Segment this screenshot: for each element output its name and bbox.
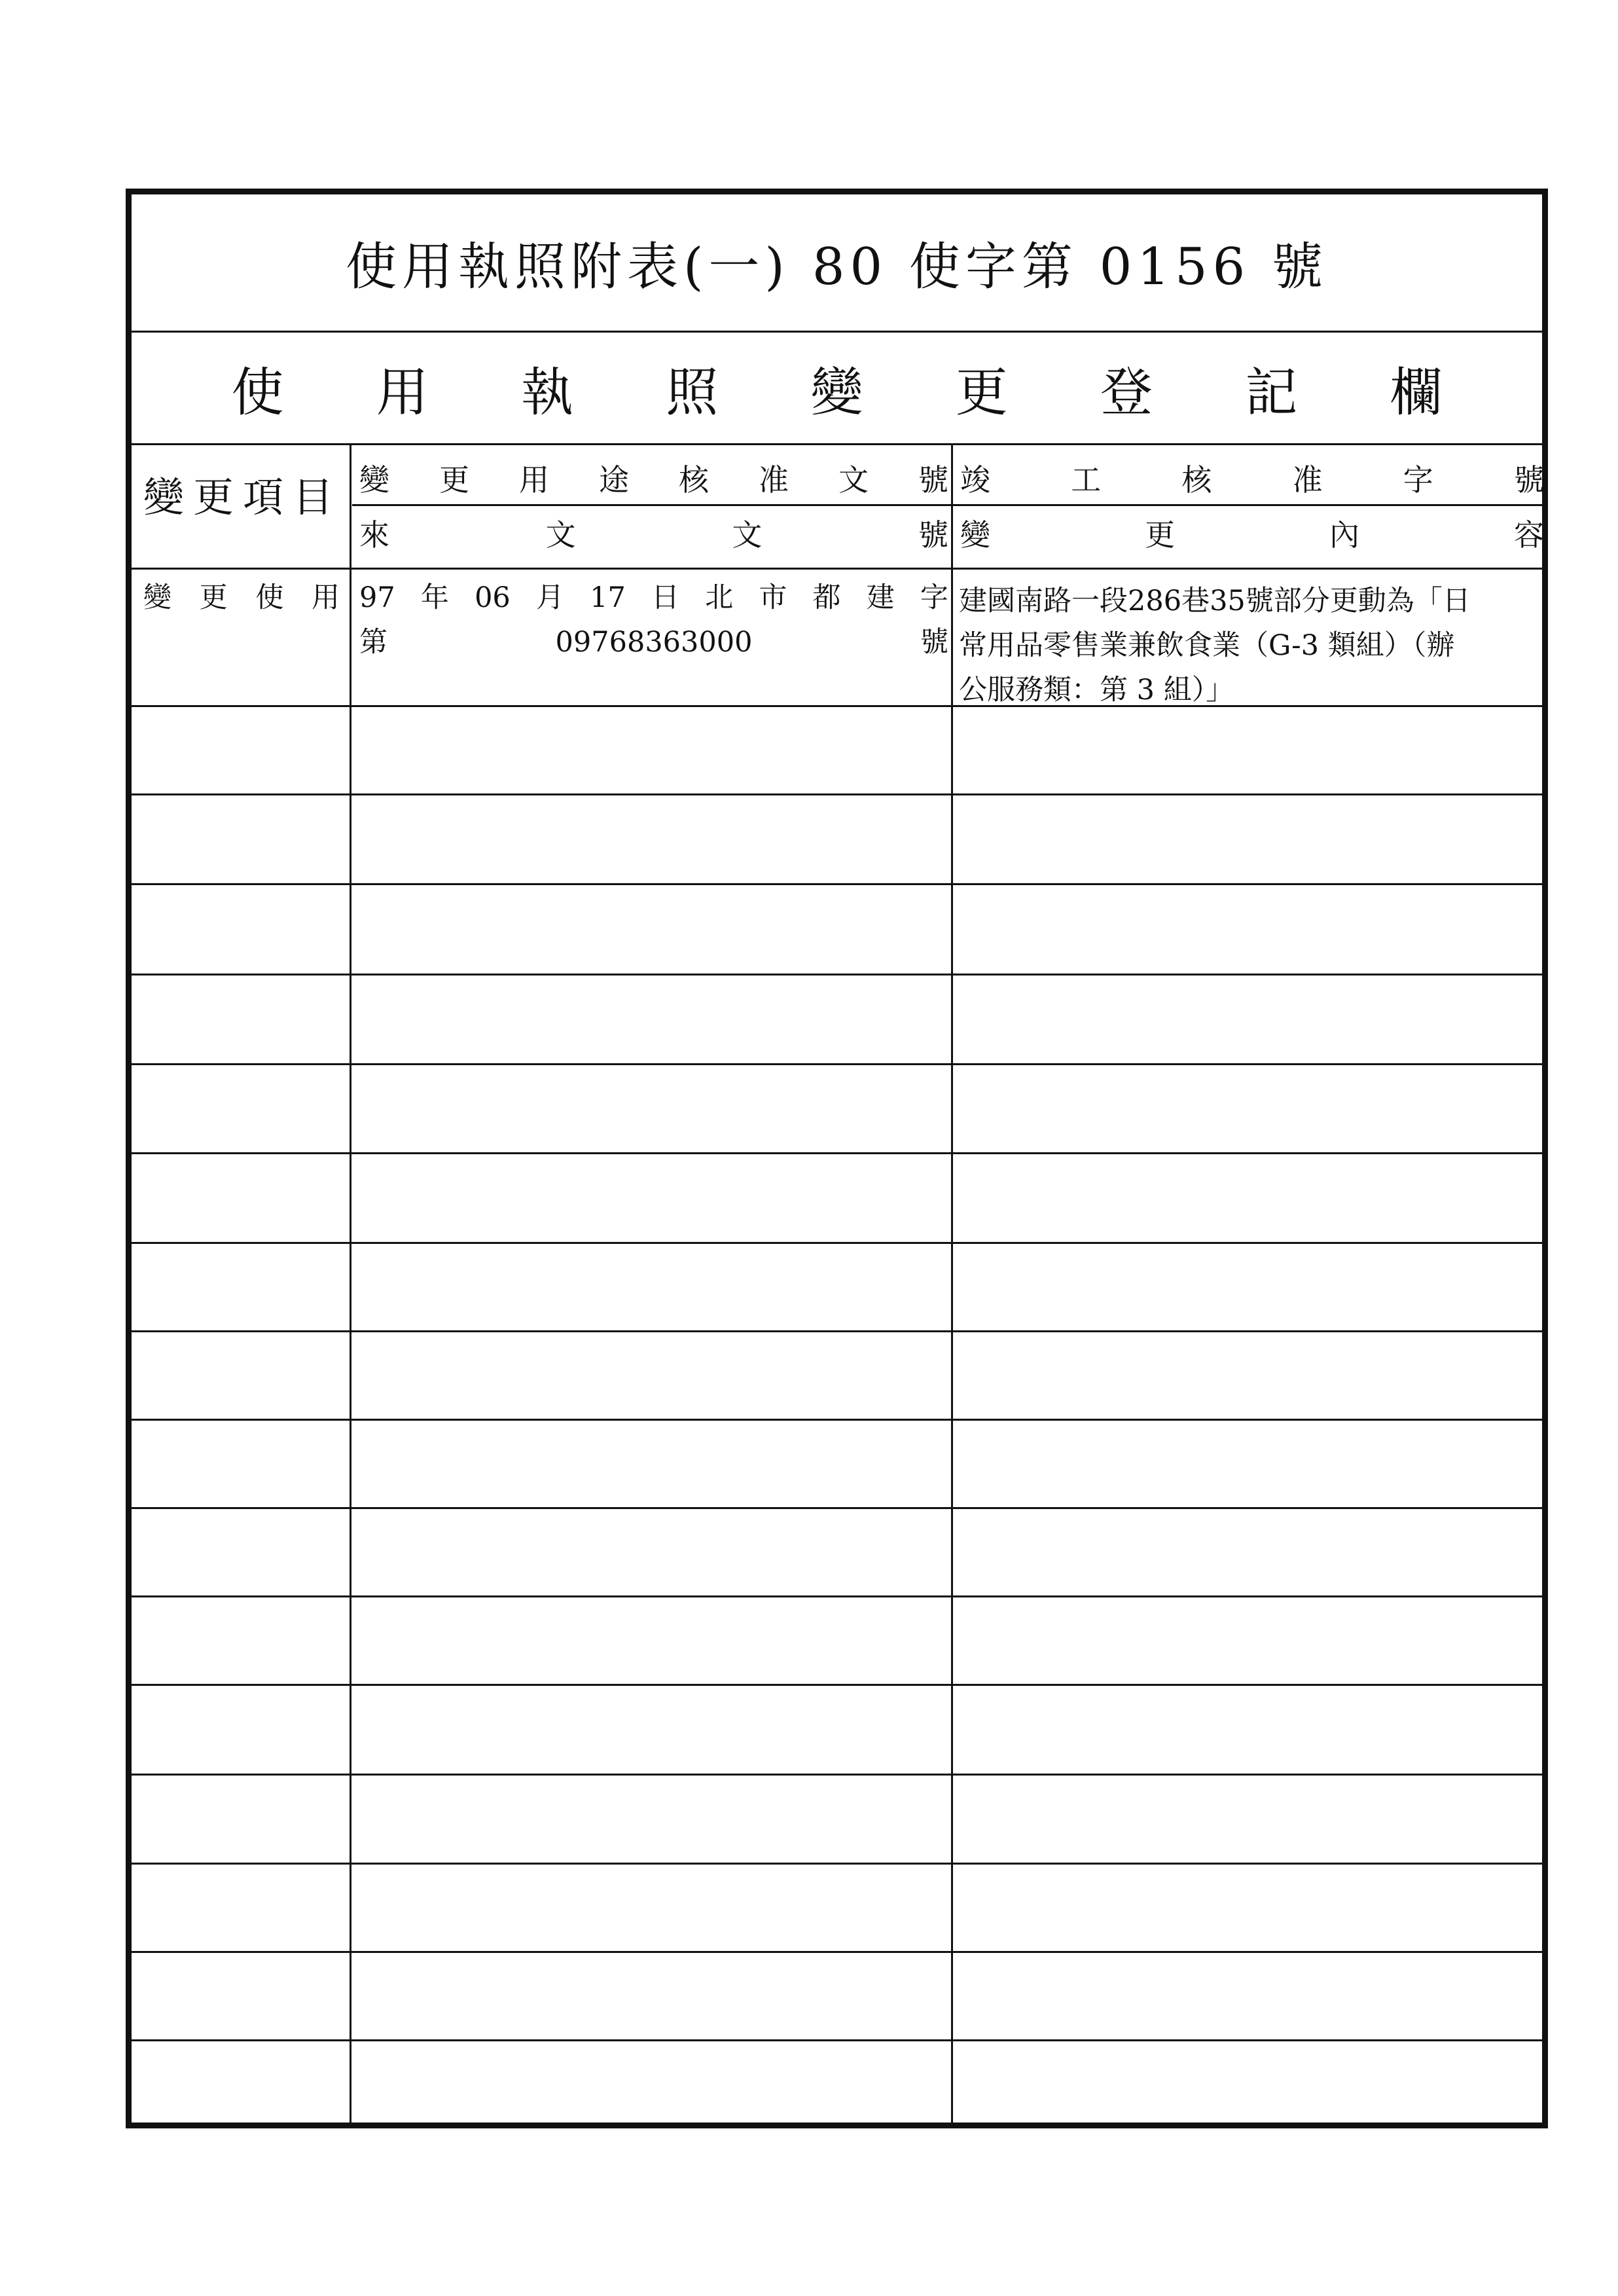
row-divider [132, 705, 1542, 707]
section-title-char: 登 [1100, 361, 1153, 423]
title-row [132, 194, 1542, 331]
row-divider [132, 1774, 1542, 1776]
header-change-content: 變 更 內 容 [960, 517, 1544, 553]
row-divider [132, 1152, 1542, 1154]
registration-form [126, 189, 1548, 2128]
section-title-char: 使 [231, 361, 284, 423]
section-title-char: 用 [376, 361, 429, 423]
row-divider [132, 1419, 1542, 1421]
divider [132, 568, 1542, 570]
row-divider [132, 883, 1542, 885]
row-divider [132, 974, 1542, 975]
row-divider [132, 1242, 1542, 1244]
section-title-char: 變 [810, 361, 863, 423]
entry-item-cell [143, 579, 340, 617]
header-incoming-doc-no: 來 文 文 號 [359, 517, 948, 553]
document-title [346, 226, 1328, 299]
section-title-char: 照 [666, 361, 719, 423]
row-divider [132, 1863, 1542, 1865]
title-label: 使用執照附表(一) [345, 238, 790, 297]
entry-content-line2: 常用品零售業兼飲食業（G-3 類組）（辦 [959, 629, 1455, 662]
permit-number: 80 使字第 0156 號 [812, 238, 1328, 297]
row-divider [132, 1684, 1542, 1686]
entry-item: 變 更 使 用 [143, 581, 340, 614]
header-change-item: 變更項目 [143, 473, 343, 521]
row-divider [132, 1951, 1542, 1953]
row-divider [132, 1507, 1542, 1509]
row-divider [132, 2039, 1542, 2041]
entry-content-line1: 建國南路一段286巷35號部分更動為「日 [959, 585, 1471, 617]
section-title-char: 欄 [1390, 361, 1443, 423]
row-divider [132, 1595, 1542, 1597]
section-title-char: 記 [1245, 361, 1298, 423]
column-divider [951, 443, 953, 2123]
header-completion-no: 竣 工 核 准 字 號 [960, 462, 1544, 498]
entry-doc-cell [359, 579, 948, 661]
section-title-char: 執 [521, 361, 573, 423]
section-title-char: 更 [955, 361, 1008, 423]
section-title-row [132, 333, 1542, 443]
column-divider [350, 443, 351, 2123]
entry-content-cell [959, 579, 1545, 712]
row-divider [132, 793, 1542, 795]
row-divider [132, 1330, 1542, 1332]
entry-doc-line1: 97 年 06 月 17 日 北 市 都 建 字 [359, 581, 948, 614]
entry-doc-line2: 第 09768363000 號 [359, 626, 948, 659]
row-divider [132, 1063, 1542, 1065]
section-title [232, 350, 1443, 426]
divider [132, 443, 1542, 445]
entry-content-line3: 公服務類：第 3 組）」 [959, 674, 1234, 706]
header-split-line [352, 504, 1542, 506]
header-approval-doc-no: 變 更 用 途 核 准 文 號 [359, 462, 948, 498]
